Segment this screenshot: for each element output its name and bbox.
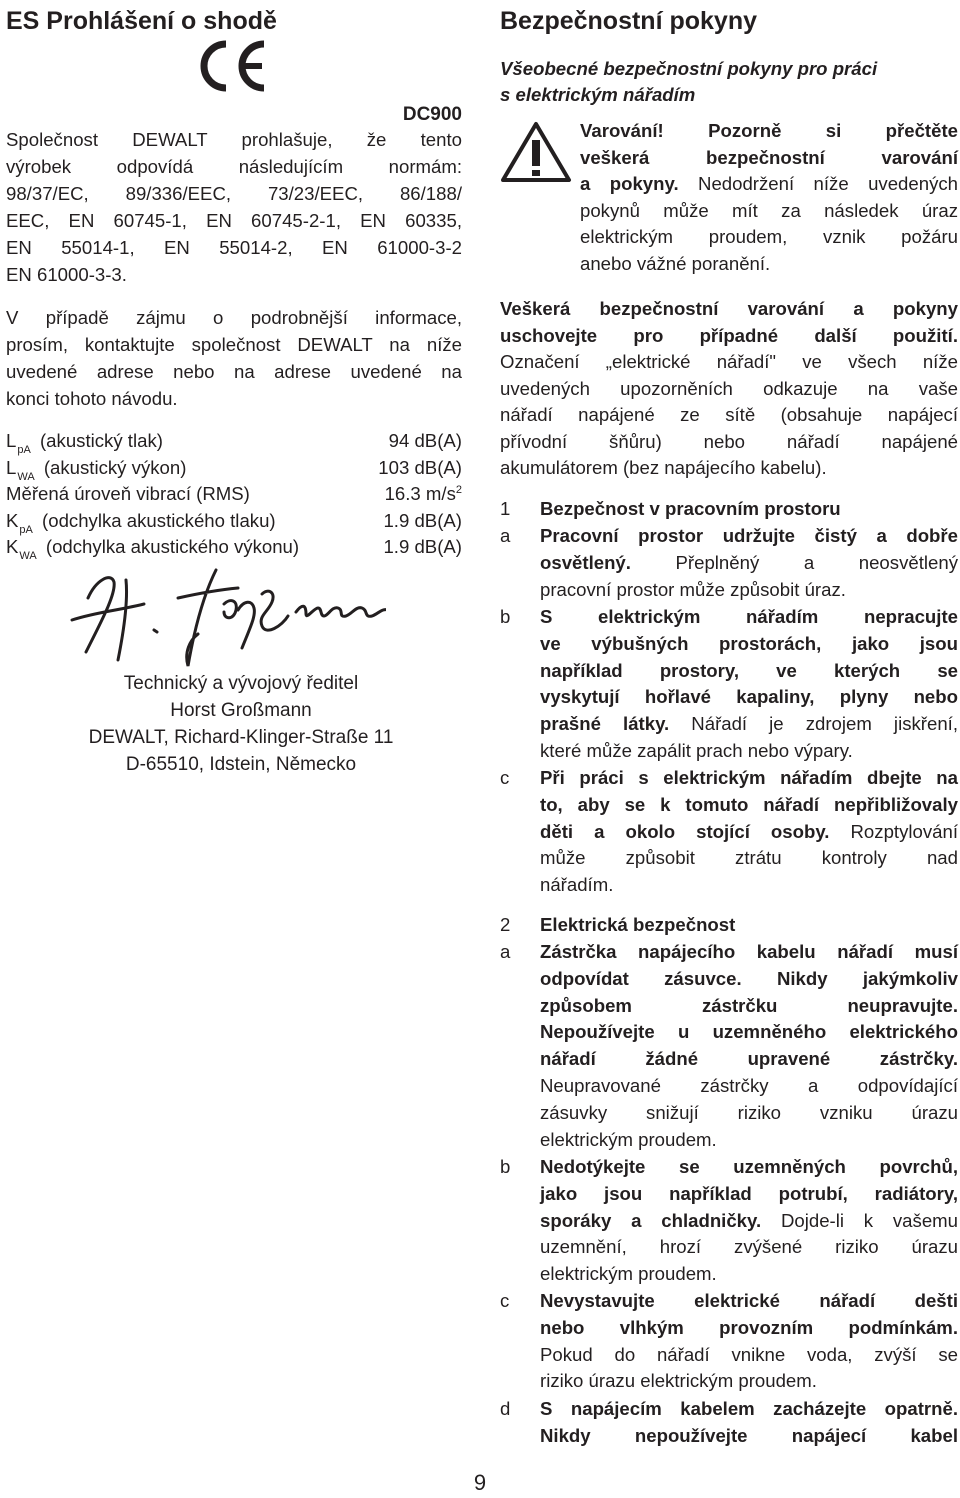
spec-subscript: WA [17,470,35,483]
bold-text: Nedotýkejte se uzemněných povrchů, [540,1156,958,1177]
text-line [500,323,958,350]
text-line [580,145,958,172]
bold-text: děti a okolo stojící osoby. [540,820,830,842]
text-line [540,1288,958,1315]
contact-line: prosím, kontaktujte společnost DEWALT na níže [6,334,462,355]
bold-text: Nepoužívejte u uzemněného elektrického [540,1021,958,1043]
text-line [540,819,958,846]
bold-text: například prostory, ve kterých se [540,659,958,681]
signer-address: D-65510, Idstein, Německo [125,754,357,775]
statement-line: EN 61000-3-3. [6,264,127,285]
spec-value [383,534,462,563]
spec-label: (akustický výkon) [43,456,187,478]
body-text: Nedodržení níže uvedených [678,173,959,194]
safety-item [500,604,958,765]
text-line [540,658,958,685]
declaration-heading: ES Prohlášení o shodě [6,7,277,35]
text-line [540,912,958,939]
item-text [540,765,958,899]
safety-item [500,939,958,1153]
spec-symbol: L [6,456,17,478]
text-line [540,1154,958,1181]
body-text: nářadím. [540,874,614,896]
text-line [540,1019,958,1046]
safety-item [500,1288,958,1395]
text-line [540,1315,958,1342]
item-text [540,939,958,1153]
spec-row [6,481,462,508]
statement-line: EN 55014-1, EN 55014-2, EN 61000-3-2 [6,237,462,258]
item-text [540,1154,958,1288]
text-line [540,523,958,550]
spec-symbol: L [6,430,17,451]
body-text: které může zapálit prach nebo výpary. [540,739,853,761]
text-line [540,1073,958,1100]
body-text: Nářadí je zdrojem jiskření, [669,713,958,735]
text-line [540,631,958,658]
body-text: elektrickým proudem. [540,1263,717,1285]
statement-line: 98/37/EC, 89/336/EEC, 73/23/EEC, 86/188/ [6,183,462,204]
item-marker: a [500,941,511,962]
text-line [540,1261,958,1288]
contact-line: konci tohoto návodu. [6,388,178,409]
safety-item [500,523,958,603]
safety-item [500,1154,958,1288]
text-line [540,1181,958,1208]
item-text [540,496,958,523]
bold-text: veškerá bezpečnostní varování [580,146,958,168]
declaration-column [6,0,462,775]
text-line [540,604,958,631]
item-marker: 1 [500,498,511,519]
item-marker: b [500,1156,511,1177]
item-marker: d [500,1398,511,1419]
section-heading [500,496,958,523]
statement-line: EEC, EN 60745-1, EN 60745-2-1, EN 60335, [6,210,462,231]
spec-label: Měřená úroveň vibrací (RMS) [6,483,250,504]
text-line [540,496,958,523]
text-line [540,1342,958,1369]
item-text [540,912,958,939]
handwritten-signature [66,560,386,670]
item-text [540,1288,958,1395]
statement-line: Společnost DEWALT prohlašuje, že tento [6,129,462,150]
text-line [540,872,958,899]
warning-triangle-icon [500,120,572,184]
warning-text [580,118,958,277]
safety-column [500,0,959,1446]
conformity-statement [6,126,462,288]
body-text: zásuvky snižují riziko vzniku úrazu [540,1101,958,1123]
text-line [540,765,958,792]
bold-text: S napájecím kabelem zacházejte opatrně. [540,1398,958,1419]
signer-name: Horst Großmann [170,700,312,721]
spec-value-text: 16.3 m/s [384,483,456,504]
spec-value [383,508,462,537]
body-text: Pokud do nářadí vnikne voda, zvýší se [540,1343,958,1365]
text-line [580,251,958,278]
item-text [540,523,958,603]
text-line [580,171,958,198]
bold-text: uschovejte pro případné další použití. [500,324,958,346]
bold-text: Bezpečnost v pracovním prostoru [540,498,841,519]
statement-line: výrobek odpovídá následujícím normám: [6,156,462,177]
text-line [500,429,958,456]
subheading-line: Všeobecné bezpečnostní pokyny pro práci [500,58,878,79]
text-line [540,966,958,993]
text-line [540,577,958,604]
item-marker: c [500,1290,510,1311]
bold-text: Elektrická bezpečnost [540,914,736,935]
body-text: může způsobit ztrátu kontroly nad [540,847,958,869]
bold-text: to, aby se k tomuto nářadí nepřibližovaly [540,793,958,815]
text-line [500,376,958,403]
text-line [500,349,958,376]
bold-text: Zástrčka napájecího kabelu nářadí musí [540,941,958,962]
body-text: riziko úrazu elektrickým proudem. [540,1370,817,1392]
spec-value-text: 103 dB(A) [378,456,462,478]
subheading-line: s elektrickým nářadím [500,84,696,105]
text-line [580,118,958,145]
bold-text: nářadí žádné upravené zástrčky. [540,1048,958,1070]
bold-text: vyskytují hořlavé kapaliny, plyny nebo [540,686,958,708]
bold-text: prašné látky. [540,713,670,735]
spec-symbol: K [6,509,19,531]
keep-instructions [500,296,958,482]
item-marker: b [500,606,511,627]
bold-text: jako jsou například potrubí, radiátory, [540,1182,958,1204]
body-text: anebo vážné poranění. [580,252,771,274]
contact-line: uvedené adrese nebo na adrese uvedené na [6,361,462,382]
signer-block [6,670,476,778]
body-text: uvedených upozorněních odkazuje na vaše [500,377,958,399]
spec-row [6,508,462,535]
item-marker: a [500,525,511,546]
text-line [540,1423,958,1450]
item-text [540,1396,958,1450]
text-line [540,1046,958,1073]
safety-subheading [500,56,958,108]
spec-subscript: WA [19,550,37,562]
section-heading [500,912,958,939]
text-line [540,845,958,872]
contact-line: V případě zájmu o podrobnější informace, [6,307,462,328]
ce-mark-icon [196,38,270,94]
spec-value-text: 94 dB(A) [388,430,462,451]
bold-text: ve výbušných prostorách, jako jsou [540,632,958,654]
safety-item [500,765,958,899]
signer-company: DEWALT, Richard-Klinger-Straße 11 [88,727,394,748]
page-number: 9 [473,1470,487,1495]
bold-text: Při práci s elektrickým nářadím dbejte na [540,767,958,788]
bold-text: S elektrickým nářadím nepracujte [540,606,958,627]
body-text: Dojde-li k vašemu [761,1209,958,1231]
spec-value [378,455,462,484]
bold-text: Nevystavujte elektrické nářadí dešti [540,1290,958,1311]
bold-text: Pracovní prostor udržujte čistý a dobře [540,525,958,546]
item-marker: 2 [500,914,511,935]
spec-label: (akustický tlak) [39,430,163,451]
bold-text: sporáky a chladničky. [540,1209,762,1231]
text-line [540,738,958,765]
spec-value-text: 1.9 dB(A) [383,536,462,557]
bold-text: nebo vlhkým provozním podmínkám. [540,1316,958,1338]
bold-text: osvětlený. [540,551,631,573]
bold-text: Varování! Pozorně si přečtěte [580,120,958,141]
body-text: pokynů může mít za následek úraz [580,199,958,221]
text-line [540,993,958,1020]
text-line [540,792,958,819]
safety-item [500,1396,958,1450]
contact-info [6,304,462,412]
bold-text: Veškerá bezpečnostní varování a pokyny [500,298,958,319]
spec-label: (odchylka akustického tlaku) [42,509,276,531]
spec-symbol: K [6,536,19,557]
text-line [580,224,958,251]
body-text: Rozptylování [829,820,958,842]
spec-row [6,455,462,482]
spec-value [389,428,462,457]
spec-row [6,428,462,455]
spec-subscript: pA [17,444,31,456]
body-text: nářadí napájené ze sítě (obsahuje napájecí [500,404,958,425]
bold-text: a pokyny. [580,173,679,194]
bold-text: způsobem zástrčku neupravujte. [540,994,958,1016]
acoustic-specs [6,428,462,561]
text-line [540,711,958,738]
text-line [540,1396,958,1423]
body-text: elektrickým proudem. [540,1128,717,1150]
text-line [500,402,958,429]
text-line [540,939,958,966]
item-text [540,604,958,765]
model-number: DC900 [402,104,462,125]
bold-text: Nikdy nepoužívejte napájecí kabel [540,1424,958,1446]
text-line [580,198,958,225]
text-line [540,1127,958,1154]
body-text: uzemnění, hrozí zvýšené riziko úrazu [540,1236,958,1258]
spec-value [385,481,462,510]
text-line [500,455,958,482]
spec-value-sup: 2 [455,484,462,496]
body-text: akumulátorem (bez napájecího kabelu). [500,457,827,478]
body-text: Neupravované zástrčky a odpovídající [540,1074,958,1096]
spec-value-text: 1.9 dB(A) [383,509,462,531]
spec-row [6,534,462,561]
body-text: Přeplněný a neosvětlený [630,551,958,573]
spec-subscript: pA [19,523,33,536]
text-line [540,1368,958,1395]
body-text: pracovní prostor může způsobit úraz. [540,578,846,600]
text-line [540,1208,958,1235]
signer-title: Technický a vývojový ředitel [123,673,359,694]
body-text: elektrickým proudem, vznik požáru [580,226,958,247]
body-text: přívodní šňůru) nebo nářadí napájené [500,430,958,452]
safety-heading: Bezpečnostní pokyny [500,7,757,35]
text-line [500,296,958,323]
body-text: Označení „elektrické nářadí" ve všech níže [500,351,958,372]
spec-label: (odchylka akustického výkonu) [45,536,300,557]
text-line [540,1234,958,1261]
text-line [540,550,958,577]
text-line [540,684,958,711]
item-marker: c [500,767,510,788]
text-line [540,1100,958,1127]
bold-text: odpovídat zásuvce. Nikdy jakýmkoliv [540,967,958,989]
